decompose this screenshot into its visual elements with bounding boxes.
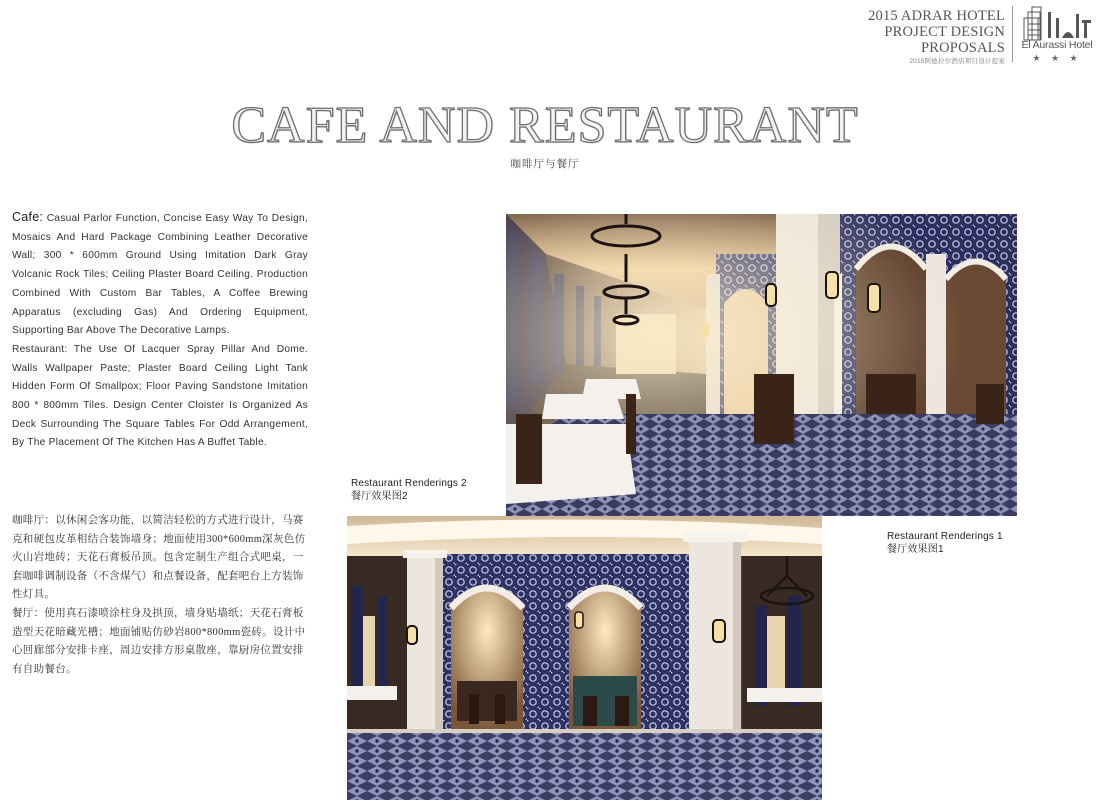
hotel-logo-name: El Aurassi Hotel bbox=[1021, 39, 1093, 51]
project-header bbox=[820, 8, 1005, 66]
english-description bbox=[12, 208, 308, 453]
cafe-label: Cafe: bbox=[12, 210, 44, 224]
header-line-2: PROJECT DESIGN bbox=[884, 24, 1005, 40]
restaurant-paragraph: Restaurant: The Use Of Lacquer Spray Pillar And Dome. Walls Wallpaper Paste; Plaster Board Ceiling Light Tank Hidden Form Of Smallpox; Floor Paving Sandstone Imitation 800 * 800mm Tiles. Design Center Cloister Is Organized As Deck Surrounding The Square Tables For Odd Arrangement, By The Placement Of The Kitchen Has A Buffet Table. bbox=[12, 343, 308, 449]
header-divider bbox=[1012, 6, 1013, 62]
rendering-1-caption-en: Restaurant Renderings 1 bbox=[887, 531, 1003, 542]
header-line-1: 2015 ADRAR HOTEL bbox=[868, 8, 1005, 24]
rendering-1-caption bbox=[887, 530, 1003, 556]
cafe-paragraph-cn: 咖啡厅：以休闲会客功能，以简洁轻松的方式进行设计，马赛克和硬包皮革相结合装饰墙身；地面使用300*600mm深灰色仿火山岩地砖；天花石膏板吊顶。包含定制生产组合式吧桌，一套咖啡调制设备（不含煤气）和点餐设备，配套吧台上方装饰性灯具。 bbox=[12, 515, 306, 601]
page-title: CAFE AND RESTAURANT bbox=[231, 97, 859, 154]
chinese-description bbox=[12, 512, 308, 679]
restaurant-rendering-2 bbox=[347, 516, 822, 800]
rendering-1-caption-cn: 餐厅效果图1 bbox=[887, 544, 944, 555]
cafe-paragraph bbox=[12, 208, 308, 341]
cafe-text: Casual Parlor Function, Concise Easy Way To Design, Mosaics And Hard Package Combining Leather Decorative Wall; 300 * 600mm Ground Using Imitation Dark Gray Volcanic Rock Tiles; Ceiling Plaster Board Ceiling. Production Combined With Custom Bar Tables, A Coffee Brewing Apparatus (excluding Gas) And Ordering Equipment, Supporting Bar Above The Decorative Lamps. bbox=[12, 213, 308, 337]
header-subline: 2015阿德拉尔酒店项目设计提案 bbox=[909, 58, 1005, 65]
rendering-2-caption-en: Restaurant Renderings 2 bbox=[351, 478, 467, 489]
restaurant-rendering-1 bbox=[506, 214, 1017, 516]
restaurant-paragraph-cn: 餐厅：使用真石漆喷涂柱身及拱顶，墙身贴墙纸；天花石膏板造型天花暗藏光槽；地面铺贴仿砂岩800*800mm瓷砖。设计中心回廊部分安排卡座，周边安排方形桌散座，靠厨房位置安排有自助餐台。 bbox=[12, 607, 306, 675]
rendering-2-caption-cn: 餐厅效果图2 bbox=[351, 491, 408, 502]
page-subtitle: 咖啡厅与餐厅 bbox=[510, 158, 580, 170]
rendering-2-caption bbox=[351, 477, 467, 503]
hotel-star-rating: ★ ★ ★ bbox=[1032, 53, 1082, 63]
header-line-3: PROPOSALS bbox=[921, 40, 1005, 56]
